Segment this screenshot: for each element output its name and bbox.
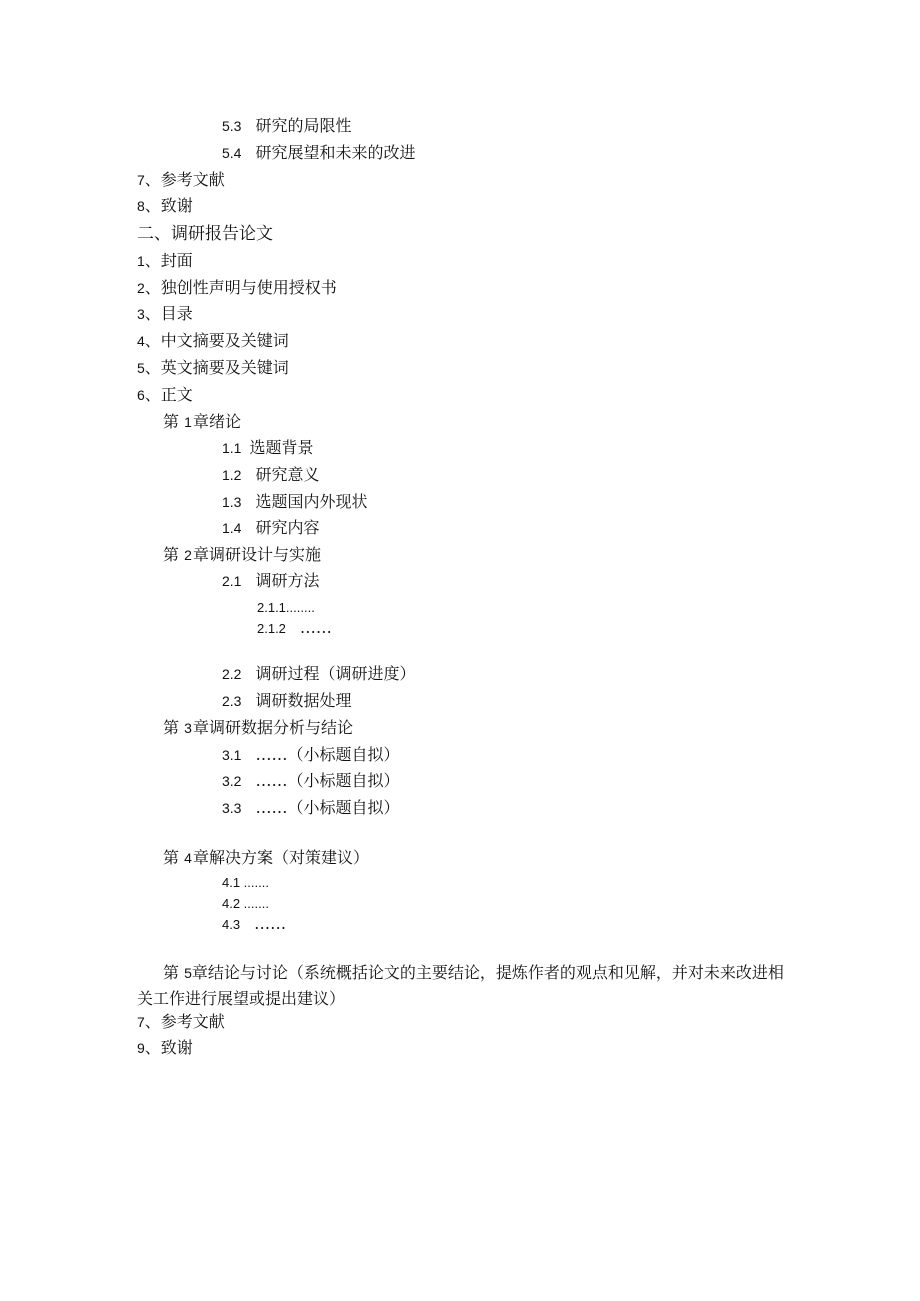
toc-item-main-text: [137, 385, 193, 405]
item-label: 、英文摘要及关键词: [144, 358, 289, 377]
item-label: 调研数据处理: [255, 691, 352, 710]
item-label: 、中文摘要及关键词: [144, 331, 289, 350]
toc-item-2-3: [222, 691, 351, 711]
toc-item-1-3: [222, 492, 367, 512]
item-label: 、参考文献: [144, 170, 225, 189]
toc-item-3-1: [222, 745, 399, 765]
item-number: 2.3: [222, 693, 242, 709]
item-number: 5.4: [222, 145, 242, 161]
toc-item-5-3: [222, 116, 351, 136]
item-label: ……（小标题自拟）: [255, 745, 400, 764]
toc-item-references: [137, 170, 225, 190]
chapter-1-heading: [163, 412, 241, 432]
chapter-number: 3: [184, 720, 192, 736]
item-number: 4.2 .......: [222, 896, 269, 911]
chapter-number: 4: [184, 850, 192, 866]
item-number: 6: [137, 387, 145, 403]
toc-item-1-2: [222, 465, 319, 485]
item-number: 4.3: [222, 917, 241, 932]
chapter-number: 5: [184, 965, 192, 981]
item-number: 3.1: [222, 747, 242, 763]
toc-item-cover: [137, 251, 193, 271]
item-label: 、独创性声明与使用授权书: [144, 278, 337, 297]
chapter-prefix: 第: [163, 545, 180, 564]
chapter-3-heading: [163, 718, 353, 738]
toc-item-references-2: [137, 1012, 225, 1032]
chapter-number: 1: [184, 414, 192, 430]
chapter-title: 章结论与讨论（系统概括论文的主要结论，提炼作者的观点和见解，并对未来改进相关工作进行展望或提出建议）: [137, 963, 784, 1008]
item-label: 选题国内外现状: [255, 492, 368, 511]
item-label: 调研过程（调研进度）: [255, 664, 416, 683]
toc-item-acknowledgements: [137, 196, 193, 216]
toc-item-chinese-abstract: [137, 331, 289, 351]
item-number: 8: [137, 198, 145, 214]
toc-item-5-4: [222, 143, 415, 163]
item-number: 1: [137, 253, 145, 269]
item-label: 研究展望和未来的改进: [255, 143, 416, 162]
item-number: 1.4: [222, 520, 242, 536]
item-label: 、致谢: [144, 1038, 193, 1057]
chapter-title: 章调研数据分析与结论: [193, 718, 354, 737]
toc-item-1-4: [222, 518, 319, 538]
chapter-title: 章绪论: [193, 412, 242, 431]
item-label: ……: [299, 618, 332, 637]
item-number: 7: [137, 172, 145, 188]
toc-item-2-1-2: [257, 618, 332, 639]
item-number: 4: [137, 333, 145, 349]
item-number: 1.3: [222, 494, 242, 510]
toc-item-declaration: [137, 278, 337, 298]
item-number: 2.1.1........: [257, 600, 315, 615]
toc-item-2-1: [222, 571, 319, 591]
item-label: 、参考文献: [144, 1012, 225, 1031]
item-number: 7: [137, 1014, 145, 1030]
item-number: 3.3: [222, 800, 242, 816]
chapter-prefix: 第: [163, 718, 180, 737]
item-label: 、正文: [144, 385, 193, 404]
chapter-prefix: 第: [163, 963, 180, 982]
toc-item-2-1-1: [257, 597, 315, 618]
item-number: 2.1: [222, 573, 242, 589]
item-label: ……（小标题自拟）: [255, 798, 400, 817]
item-number: 1.2: [222, 467, 242, 483]
toc-item-4-3: [222, 914, 286, 935]
toc-item-3-2: [222, 771, 399, 791]
item-number: 3.2: [222, 773, 242, 789]
item-label: 、封面: [144, 251, 193, 270]
chapter-5-heading: [137, 960, 787, 1012]
item-label: 研究的局限性: [255, 116, 352, 135]
item-number: 4.1 .......: [222, 875, 269, 890]
item-label: ……: [254, 914, 287, 933]
item-label: 调研方法: [255, 571, 320, 590]
item-number: 5: [137, 360, 145, 376]
item-label: 研究内容: [255, 518, 320, 537]
chapter-prefix: 第: [163, 412, 180, 431]
item-label: 选题背景: [249, 438, 314, 457]
item-number: 9: [137, 1040, 145, 1056]
toc-item-3-3: [222, 798, 399, 818]
toc-item-4-1: [222, 872, 269, 893]
item-number: 1.1: [222, 440, 242, 456]
item-label: 研究意义: [255, 465, 320, 484]
chapter-2-heading: [163, 545, 321, 565]
chapter-title: 章调研设计与实施: [193, 545, 322, 564]
section-title: 二、调研报告论文: [137, 224, 273, 244]
toc-item-english-abstract: [137, 358, 289, 378]
toc-item-4-2: [222, 893, 269, 914]
item-number: 3: [137, 306, 145, 322]
item-label: 、目录: [144, 304, 193, 323]
item-number: 2.2: [222, 666, 242, 682]
toc-item-2-2: [222, 664, 415, 684]
section-heading: [137, 224, 273, 244]
item-label: 、致谢: [144, 196, 193, 215]
item-label: ……（小标题自拟）: [255, 771, 400, 790]
toc-item-1-1: [222, 438, 313, 458]
item-number: 5.3: [222, 118, 242, 134]
item-number: 2.1.2: [257, 621, 286, 636]
toc-item-acknowledgements-2: [137, 1038, 193, 1058]
chapter-prefix: 第: [163, 848, 180, 867]
chapter-4-heading: [163, 848, 369, 868]
item-number: 2: [137, 280, 145, 296]
toc-item-contents: [137, 304, 193, 324]
chapter-number: 2: [184, 547, 192, 563]
chapter-title: 章解决方案（对策建议）: [193, 848, 370, 867]
